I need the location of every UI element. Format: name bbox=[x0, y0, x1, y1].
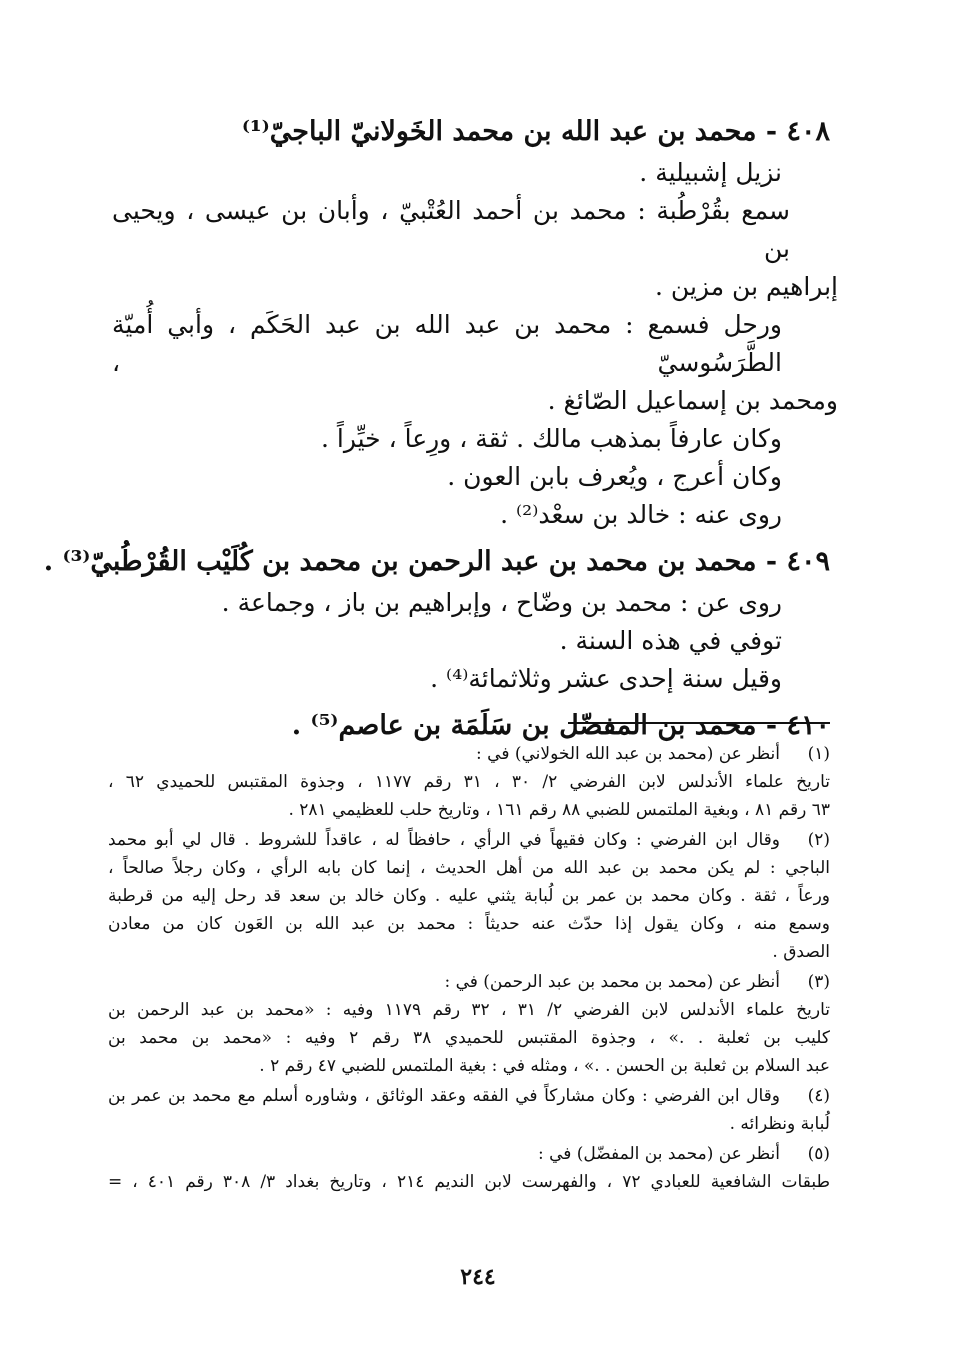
footnote-line: طبقات الشافعية للعبادي ٧٢ ، والفهرست لابن النديم ٢١٤ ، وتاريخ بغداد ٣/ ٣٠٨ رقم ٤٠١ ، = bbox=[108, 1172, 830, 1192]
footnote-line: تاريخ علماء الأندلس لابن الفرضي ٢/ ٣٠ ، ٣١ رقم ١١٧٧ ، وجذوة المقتبس للحميدي ٦٢ ، bbox=[108, 772, 831, 792]
footnote-line: الصدق . bbox=[772, 942, 830, 962]
footnote-line: أنظر عن (محمد بن عبد الله الخولاني) في : bbox=[476, 744, 780, 764]
text-line: وقيل سنة إحدى عشر وثلاثمائة⁽⁴⁾ . bbox=[430, 664, 782, 693]
footnote-3 bbox=[108, 968, 830, 1080]
entry-heading-410: ٤١٠ - محمد بن المفضّل بن سَلَمَة بن عاصم⁽⁵⁾ . bbox=[291, 710, 830, 741]
text-line: روى عنه : خالد بن سعْد⁽²⁾ . bbox=[500, 500, 782, 529]
text-line: نزيل إشبيلية . bbox=[639, 158, 782, 187]
text-line: سمع بقُرْطُبة : محمد بن أحمد العُتْبيّ ، وأبان بن عيسى ، ويحيى بن bbox=[112, 196, 790, 263]
footnote-line: أنظر عن (محمد بن محمد بن عبد الرحمن) في : bbox=[444, 972, 780, 992]
text-line: روى عن : محمد بن وضّاح ، وإبراهيم بن باز ، وجماعة . bbox=[221, 588, 782, 617]
footnote-number: (٥) bbox=[807, 1144, 830, 1164]
entry-heading-408: ٤٠٨ - محمد بن عبد الله بن محمد الخَولانيّ الباجيّ⁽¹⁾ bbox=[241, 116, 830, 147]
footnote-number: (٤) bbox=[807, 1086, 830, 1106]
entry-heading-409: ٤٠٩ - محمد بن محمد بن عبد الرحمن بن محمد بن كُلَيْب القُرْطُبيّ⁽³⁾ . bbox=[43, 546, 830, 577]
text-line: وكان أعرج ، ويُعرف بابن العون . bbox=[447, 462, 782, 491]
page-number: ٢٤٤ bbox=[460, 1264, 496, 1290]
text-line: إبراهيم بن مزين . bbox=[655, 272, 838, 301]
footnote-number: (١) bbox=[807, 744, 830, 764]
footnote-separator bbox=[568, 722, 830, 724]
footnote-5 bbox=[108, 1140, 830, 1196]
footnote-number: (٢) bbox=[807, 830, 830, 850]
main-text bbox=[43, 104, 838, 748]
footnote-line: وقال ابن الفرضي : وكان فقيهاً في الرأي ، حافظاً له ، عاقداً للشروط . قال لي أبو محمد bbox=[108, 830, 780, 850]
text-line: ومحمد بن إسماعيل الصّائغ . bbox=[547, 386, 838, 415]
footnote-line: وقال ابن الفرضي : وكان مشاركاً في الفقه وعقد الوثائق ، وشاوره أسلم مع محمد بن عمر بن bbox=[108, 1086, 781, 1106]
footnotes bbox=[108, 740, 830, 1198]
footnote-number: (٣) bbox=[807, 972, 830, 992]
footnote-line: الباجي : لم يكن محمد بن عبد الله من أهل الحديث ، إنما كان بابه الرأي ، وكان رجلاً صالحاً ، bbox=[108, 858, 830, 878]
text-line: ورحل فسمع : محمد بن عبد الله بن عبد الحَكَم ، وأبي أُميّة الطَّرَسُوسيّ ، bbox=[112, 310, 782, 377]
footnote-line: تاريخ علماء الأندلس لابن الفرضي ٢/ ٣١ ، ٣٢ رقم ١١٧٩ وفيه : «محمد بن عبد الرحمن بن bbox=[108, 1000, 830, 1020]
footnote-line: لُبابة ونظرائه . bbox=[729, 1114, 830, 1134]
footnote-line: ٦٣ رقم ٨١ ، وبغية الملتمس للضبي ٨٨ رقم ١٦١ ، وتاريخ حلب للعظيمي ٢٨١ . bbox=[288, 800, 830, 820]
footnote-line: أنظر عن (محمد بن المفضّل) في : bbox=[537, 1144, 780, 1164]
text-line: وكان عارفاً بمذهب مالك . ثقة ، ورِعاً ، خيِّراً . bbox=[320, 424, 782, 453]
footnote-2 bbox=[108, 826, 830, 966]
footnote-line: ورعاً ، ثقة . وكان محمد بن عمر بن لُبابة يثني عليه . وكان خالد بن سعد قد رحل إليه من قرطبة bbox=[108, 886, 830, 906]
footnote-1 bbox=[108, 740, 830, 824]
text-line: توفي في هذه السنة . bbox=[559, 626, 782, 655]
footnote-line: عبد السلام بن ثعلبة بن الحسن . .» ، ومثله في : بغية الملتمس للضبي ٤٧ رقم ٢ . bbox=[259, 1056, 830, 1076]
footnote-4 bbox=[108, 1082, 830, 1138]
footnote-line: وسمع منه ، وكان يقول إذا حدّث عنه حديثاً : محمد بن عبد الله بن العَون كان من معادن bbox=[108, 914, 830, 934]
footnote-line: كليب بن ثعلبة . .» ، وجذوة المقتبس للحميدي ٣٨ رقم ٢ وفيه : «محمد بن محمد بن bbox=[108, 1028, 831, 1048]
